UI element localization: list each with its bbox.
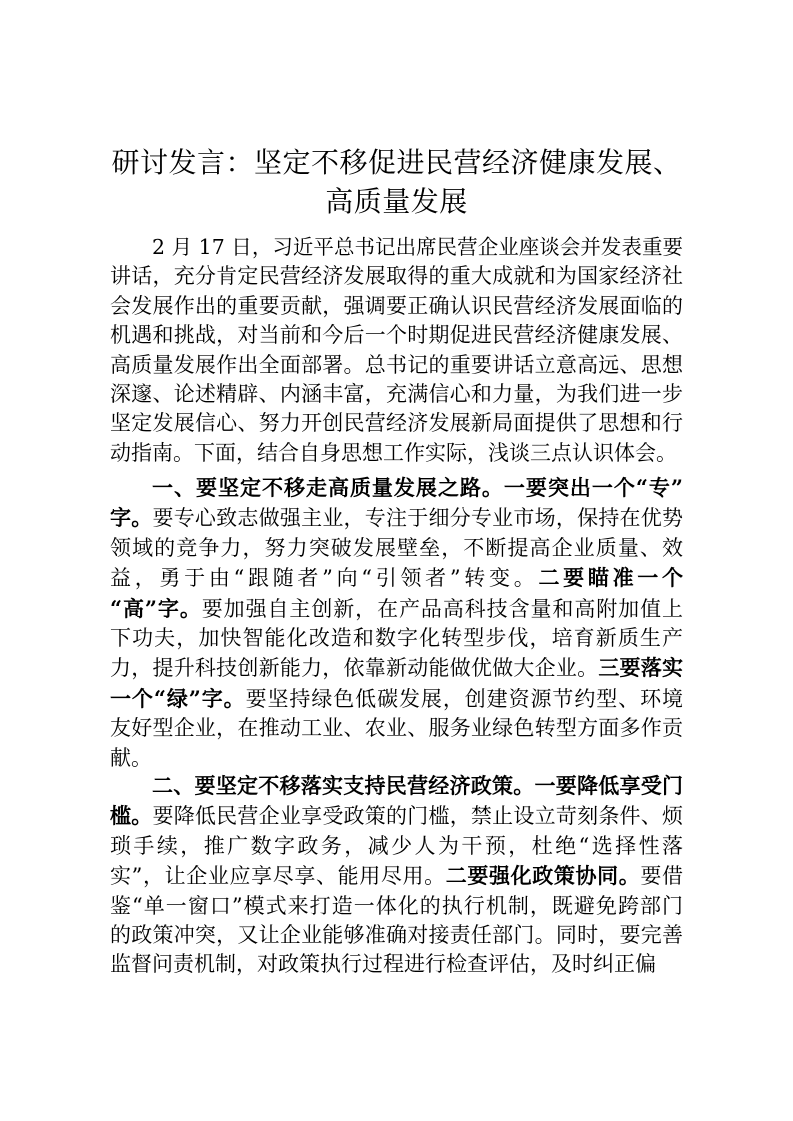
- text-line: [110, 771, 683, 801]
- text-run: 机遇和挑战，对当前和今后一个时期促进民营经济健康发展、: [110, 323, 683, 348]
- text-run: 讲话，充分肯定民营经济发展取得的重大成就和为国家经济社: [110, 264, 683, 289]
- document-title: [100, 143, 693, 221]
- text-run: 友好型企业，在推动工业、农业、服务业绿色转型方面多作贡: [110, 716, 683, 741]
- text-line: [110, 262, 683, 291]
- text-line: [110, 714, 683, 743]
- text-line: [110, 801, 683, 831]
- text-run: 益，勇于由“跟随者”向“引领者”转变。: [110, 566, 539, 591]
- text-run: 监督问责机制，对政策执行过程进行检查评估，及时纠正偏: [110, 952, 656, 977]
- title-line-2: 高质量发展: [325, 185, 468, 218]
- paragraph-intro: [110, 233, 683, 468]
- text-line: [110, 892, 683, 921]
- text-run: 献。: [110, 745, 152, 770]
- text-line: [110, 921, 683, 950]
- bold-text-run: 二、要坚定不移落实支持民营经济政策。一要降低享受门: [152, 773, 683, 798]
- bold-text-run: 槛。: [110, 803, 153, 829]
- text-run: 要加强自主创新，在产品高科技含量和高附加值上: [201, 596, 683, 621]
- text-line: [110, 503, 683, 533]
- text-line: [110, 594, 683, 624]
- bold-text-run: “高”字。: [110, 595, 202, 621]
- text-run: 2 月 17 日，习近平总书记出席民营企业座谈会并发表重要: [152, 235, 683, 259]
- text-line: [110, 473, 683, 503]
- text-line: [110, 439, 683, 468]
- text-run: 深邃、论述精辟、内涵丰富，充满信心和力量，为我们进一步: [110, 382, 683, 407]
- text-line: [110, 684, 683, 714]
- text-line: [110, 534, 683, 563]
- text-run: 力，提升科技创新能力，依靠新动能做优做大企业。: [110, 656, 599, 681]
- text-run: 领域的竞争力，努力突破发展壁垒，不断提高企业质量、效: [110, 535, 683, 560]
- text-run: 会发展作出的重要贡献，强调要正确认识民营经济发展面临的: [110, 293, 683, 318]
- bold-text-run: 一个“绿”字。: [110, 685, 246, 711]
- bold-text-run: 二要瞄准一个: [538, 565, 683, 591]
- text-line: [110, 380, 683, 409]
- text-run: 要专心致志做强主业，专注于细分专业市场，保持在优势: [152, 506, 683, 531]
- bold-text-run: 二要强化政策协同。: [445, 863, 641, 889]
- text-run: 的政策冲突，又让企业能够准确对接责任部门。同时，要完善: [110, 923, 683, 948]
- bold-text-run: 一、要坚定不移走高质量发展之路。一要突出一个“专”: [152, 475, 683, 500]
- text-line: [110, 563, 683, 593]
- text-line: [110, 624, 683, 653]
- text-run: 坚定发展信心、努力开创民营经济发展新局面提供了思想和行: [110, 411, 683, 436]
- text-line: [110, 409, 683, 438]
- text-line: [110, 292, 683, 321]
- paragraph-section-one: [110, 473, 683, 773]
- bold-text-run: 字。: [110, 505, 153, 531]
- text-run: 鉴“单一窗口”模式来打造一体化的执行机制，既避免跨部门: [110, 893, 683, 918]
- title-line-1: 研讨发言：坚定不移促进民营经济健康发展、: [111, 146, 682, 179]
- bold-text-run: 三要落实: [598, 655, 683, 681]
- text-line: [110, 861, 683, 891]
- text-line: [110, 351, 683, 380]
- text-line: [110, 832, 683, 861]
- text-line: [110, 233, 683, 262]
- text-line: [110, 744, 683, 773]
- text-line: [110, 653, 683, 683]
- text-run: 动指南。下面，结合自身思想工作实际，浅谈三点认识体会。: [110, 440, 677, 465]
- paragraph-section-two: [110, 771, 683, 980]
- text-run: 要坚持绿色低碳发展，创建资源节约型、环境: [245, 686, 683, 711]
- text-run: 要借: [640, 864, 683, 889]
- text-run: 实”，让企业应享尽享、能用尽用。: [110, 864, 446, 889]
- text-run: 下功夫，加快智能化改造和数字化转型步伐，培育新质生产: [110, 626, 683, 651]
- text-run: 高质量发展作出全面部署。总书记的重要讲话立意高远、思想: [110, 352, 683, 377]
- text-run: 琐手续，推广数字政务，减少人为干预，杜绝“选择性落: [110, 833, 683, 858]
- text-run: 要降低民营企业享受政策的门槛，禁止设立苛刻条件、烦: [152, 804, 683, 829]
- text-line: [110, 321, 683, 350]
- text-line: [110, 950, 683, 979]
